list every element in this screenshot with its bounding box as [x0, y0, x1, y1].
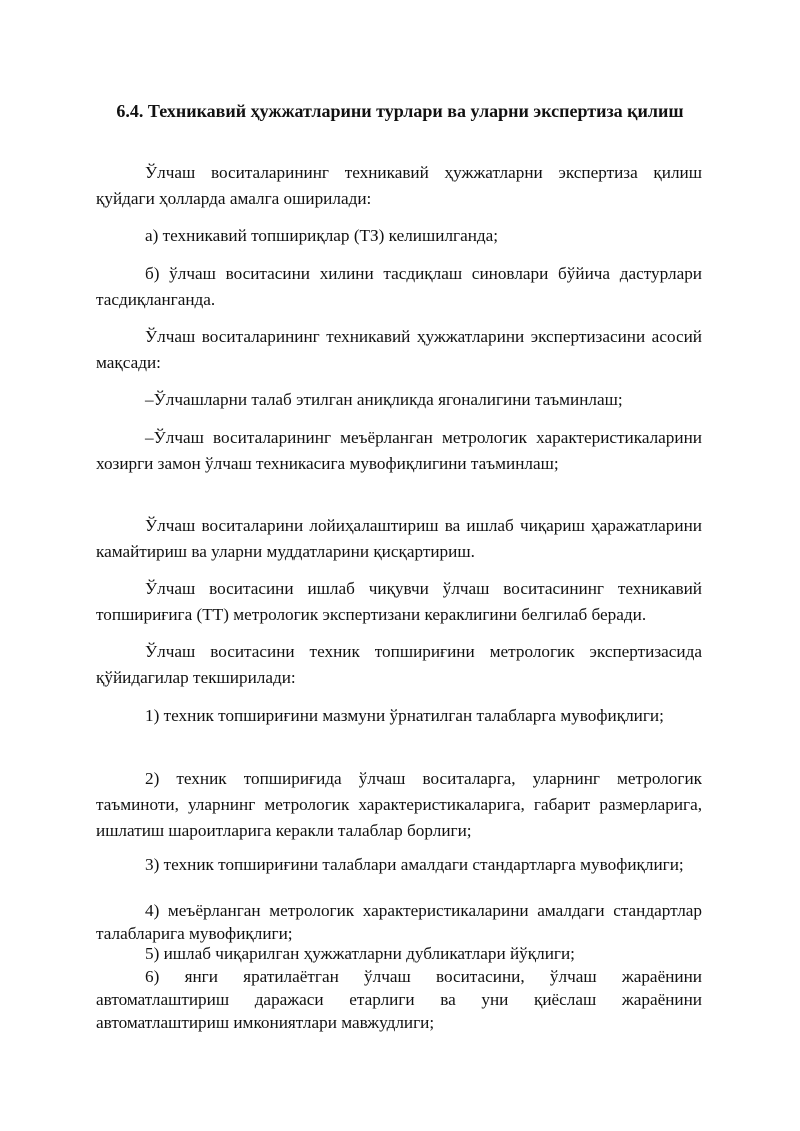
paragraph-developer: Ўлчаш воситасини ишлаб чиқувчи ўлчаш воситасининг техникавий топшириғига (ТТ) метрологик экспертизани кераклигини белгилаб беради. [96, 579, 702, 624]
check-item-3: 3) техник топшириғини талаблари амалдаги стандартларга мувофиқлиги; [145, 855, 684, 874]
paragraph-intro: Ўлчаш воситаларининг техникавий ҳужжатларни экспертиза қилиш қуйдаги ҳолларда амалга оширилади: [96, 163, 702, 208]
purpose-item-1: –Ўлчашларни талаб этилган аниқликда ягоналигини таъминлаш; [145, 390, 623, 409]
list-item-a: а) техникавий топшириқлар (ТЗ) келишилганда; [145, 226, 499, 245]
section-heading: 6.4. Техникавий ҳужжатларини турлари ва уларни экспертиза қилиш [116, 101, 684, 121]
paragraph-checks: Ўлчаш воситасини техник топшириғини метрологик экспертизасида қўйидагилар текширилади: [96, 642, 702, 687]
check-item-1: 1) техник топшириғини мазмуни ўрнатилган талабларга мувофиқлиги; [145, 706, 664, 725]
check-item-2: 2) техник топшириғида ўлчаш воситаларга, уларнинг метрологик таъминоти, уларнинг метрологик характеристикаларига, габарит размерларига, ишлатиш шароитларига керакли талаблар борлиги; [96, 769, 702, 840]
check-item-6: 6) янги яратилаётган ўлчаш воситасини, ўлчаш жараёнини автоматлаштириш даражаси етарлиги ва уни қиёслаш жараёнини автоматлаштириш имкониятлари мавжудлиги; [96, 967, 702, 1032]
list-item-b: б) ўлчаш воситасини хилини тасдиқлаш синовлари бўйича дастурлари тасдиқланганда. [96, 264, 702, 309]
check-item-5: 5) ишлаб чиқарилган ҳужжатларни дубликатлари йўқлиги; [145, 944, 575, 963]
purpose-item-2: –Ўлчаш воситаларининг меъёрланган метрологик характеристикаларини хозирги замон ўлчаш техникасига мувофиқлигини таъминлаш; [96, 428, 702, 473]
purpose-item-3: Ўлчаш воситаларини лойиҳалаштириш ва ишлаб чиқариш ҳаражатларини камайтириш ва уларни муддатларини қисқартириш. [96, 516, 702, 561]
check-item-4: 4) меъёрланган метрологик характеристикаларини амалдаги стандартлар талабларига мувофиқлиги; [96, 901, 702, 943]
paragraph-purpose: Ўлчаш воситаларининг техникавий ҳужжатларини экспертизасини асосий мақсади: [96, 327, 702, 372]
